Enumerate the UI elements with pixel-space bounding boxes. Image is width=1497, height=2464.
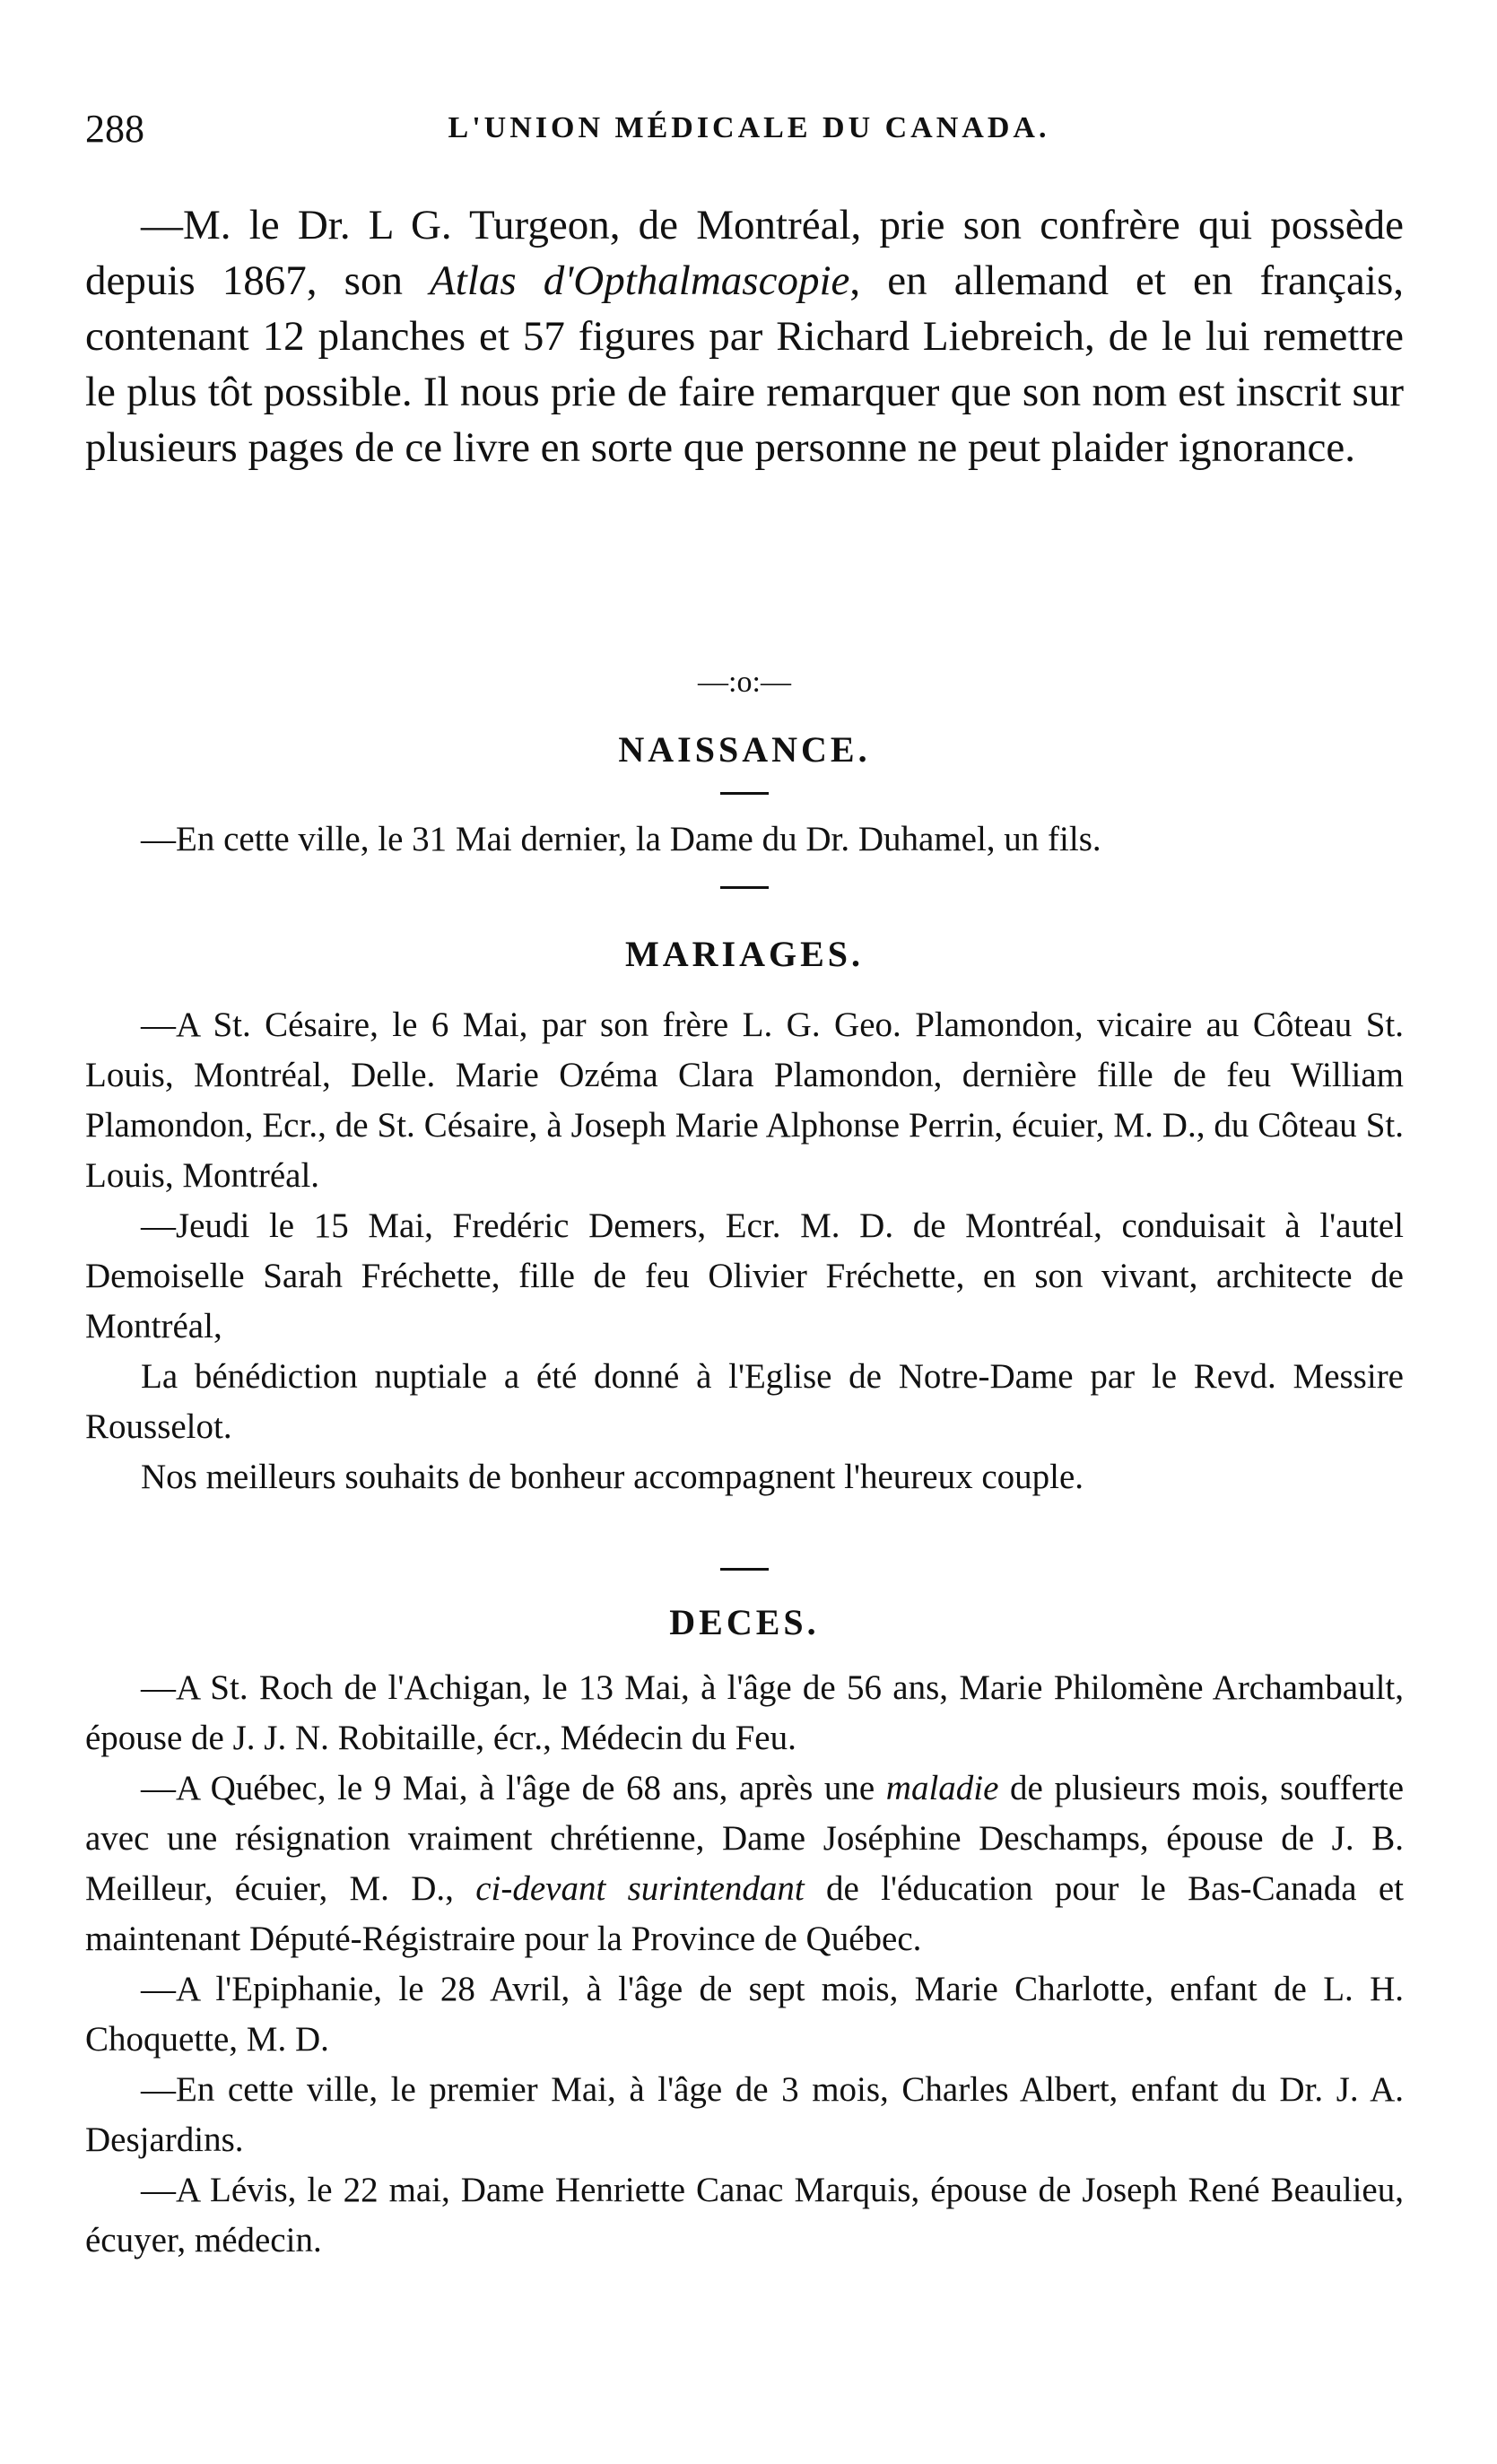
heading-rule <box>720 792 769 795</box>
mariage-entry: La bénédiction nuptiale a été donné à l'Eglise de Notre-Dame par le Revd. Messire Rousselot. <box>85 1357 1404 1446</box>
deces-entry: —A Lévis, le 22 mai, Dame Henriette Canac Marquis, épouse de Joseph René Beaulieu, écuyer, médecin. <box>85 2171 1404 2259</box>
section-rule <box>720 886 769 889</box>
naissance-entry: —En cette ville, le 31 Mai dernier, la Dame du Dr. Duhamel, un fils. <box>141 820 1101 858</box>
section-separator <box>85 666 1404 700</box>
deces-entry: —A l'Epiphanie, le 28 Avril, à l'âge de sept mois, Marie Charlotte, enfant de L. H. Choquette, M. D. <box>85 1970 1404 2059</box>
mariages-section <box>85 933 1404 1502</box>
deces-entry: —En cette ville, le premier Mai, à l'âge de 3 mois, Charles Albert, enfant du Dr. J. A. Desjardins. <box>85 2070 1404 2159</box>
naissance-section <box>85 728 1404 889</box>
separator-ornament: —:o:— <box>698 666 791 699</box>
mariage-entry: Nos meilleurs souhaits de bonheur accompagnent l'heureux couple. <box>141 1458 1084 1496</box>
deces-entry: —A Québec, le 9 Mai, à l'âge de 68 ans, après une maladie de plusieurs mois, soufferte avec une résignation vraiment chrétienne, Dame Joséphine Deschamps, épouse de J. B. Meilleur, écuier, M. D., ci-devant surintendant de l'éducation pour le Bas-Canada et maintenant Député-Régistraire pour la Province de Québec. <box>85 1769 1405 1958</box>
section-rule <box>720 1568 769 1571</box>
page-header <box>85 106 1413 160</box>
notice-paragraph: —M. le Dr. L G. Turgeon, de Montréal, prie son confrère qui possède depuis 1867, son Atlas d'Opthalmascopie, en allemand et en français, contenant 12 planches et 57 figures par Richard Liebreich, de le lui remettre le plus tôt possible. Il nous prie de faire remarquer que son nom est inscrit sur plusieurs pages de ce livre en sorte que personne ne peut plaider ignorance. <box>85 202 1404 471</box>
deces-heading: DECES. <box>669 1602 820 1642</box>
mariage-entry: —A St. Césaire, le 6 Mai, par son frère L. G. Geo. Plamondon, vicaire au Côteau St. Louis, Montréal, Delle. Marie Ozéma Clara Plamondon, dernière fille de feu William Plamondon, Ecr., de St. Césaire, à Joseph Marie Alphonse Perrin, écuier, M. D., du Côteau St. Louis, Montréal. <box>85 1006 1404 1195</box>
turgeon-notice <box>85 197 1404 475</box>
journal-title: L'UNION MÉDICALE DU CANADA. <box>448 111 1050 144</box>
page-number: 288 <box>85 107 144 151</box>
mariage-entry: —Jeudi le 15 Mai, Fredéric Demers, Ecr. M. D. de Montréal, conduisait à l'autel Demoiselle Sarah Fréchette, fille de feu Olivier Fréchette, en son vivant, architecte de Montréal, <box>85 1206 1404 1345</box>
naissance-heading: NAISSANCE. <box>618 729 871 770</box>
mariages-heading: MARIAGES. <box>624 934 865 974</box>
deces-entry: —A St. Roch de l'Achigan, le 13 Mai, à l'âge de 56 ans, Marie Philomène Archambault, épouse de J. J. N. Robitaille, écr., Médecin du Feu. <box>85 1668 1404 1757</box>
book-title: Atlas d'Opthalmascopie <box>430 257 850 304</box>
deces-section <box>85 1568 1404 2266</box>
